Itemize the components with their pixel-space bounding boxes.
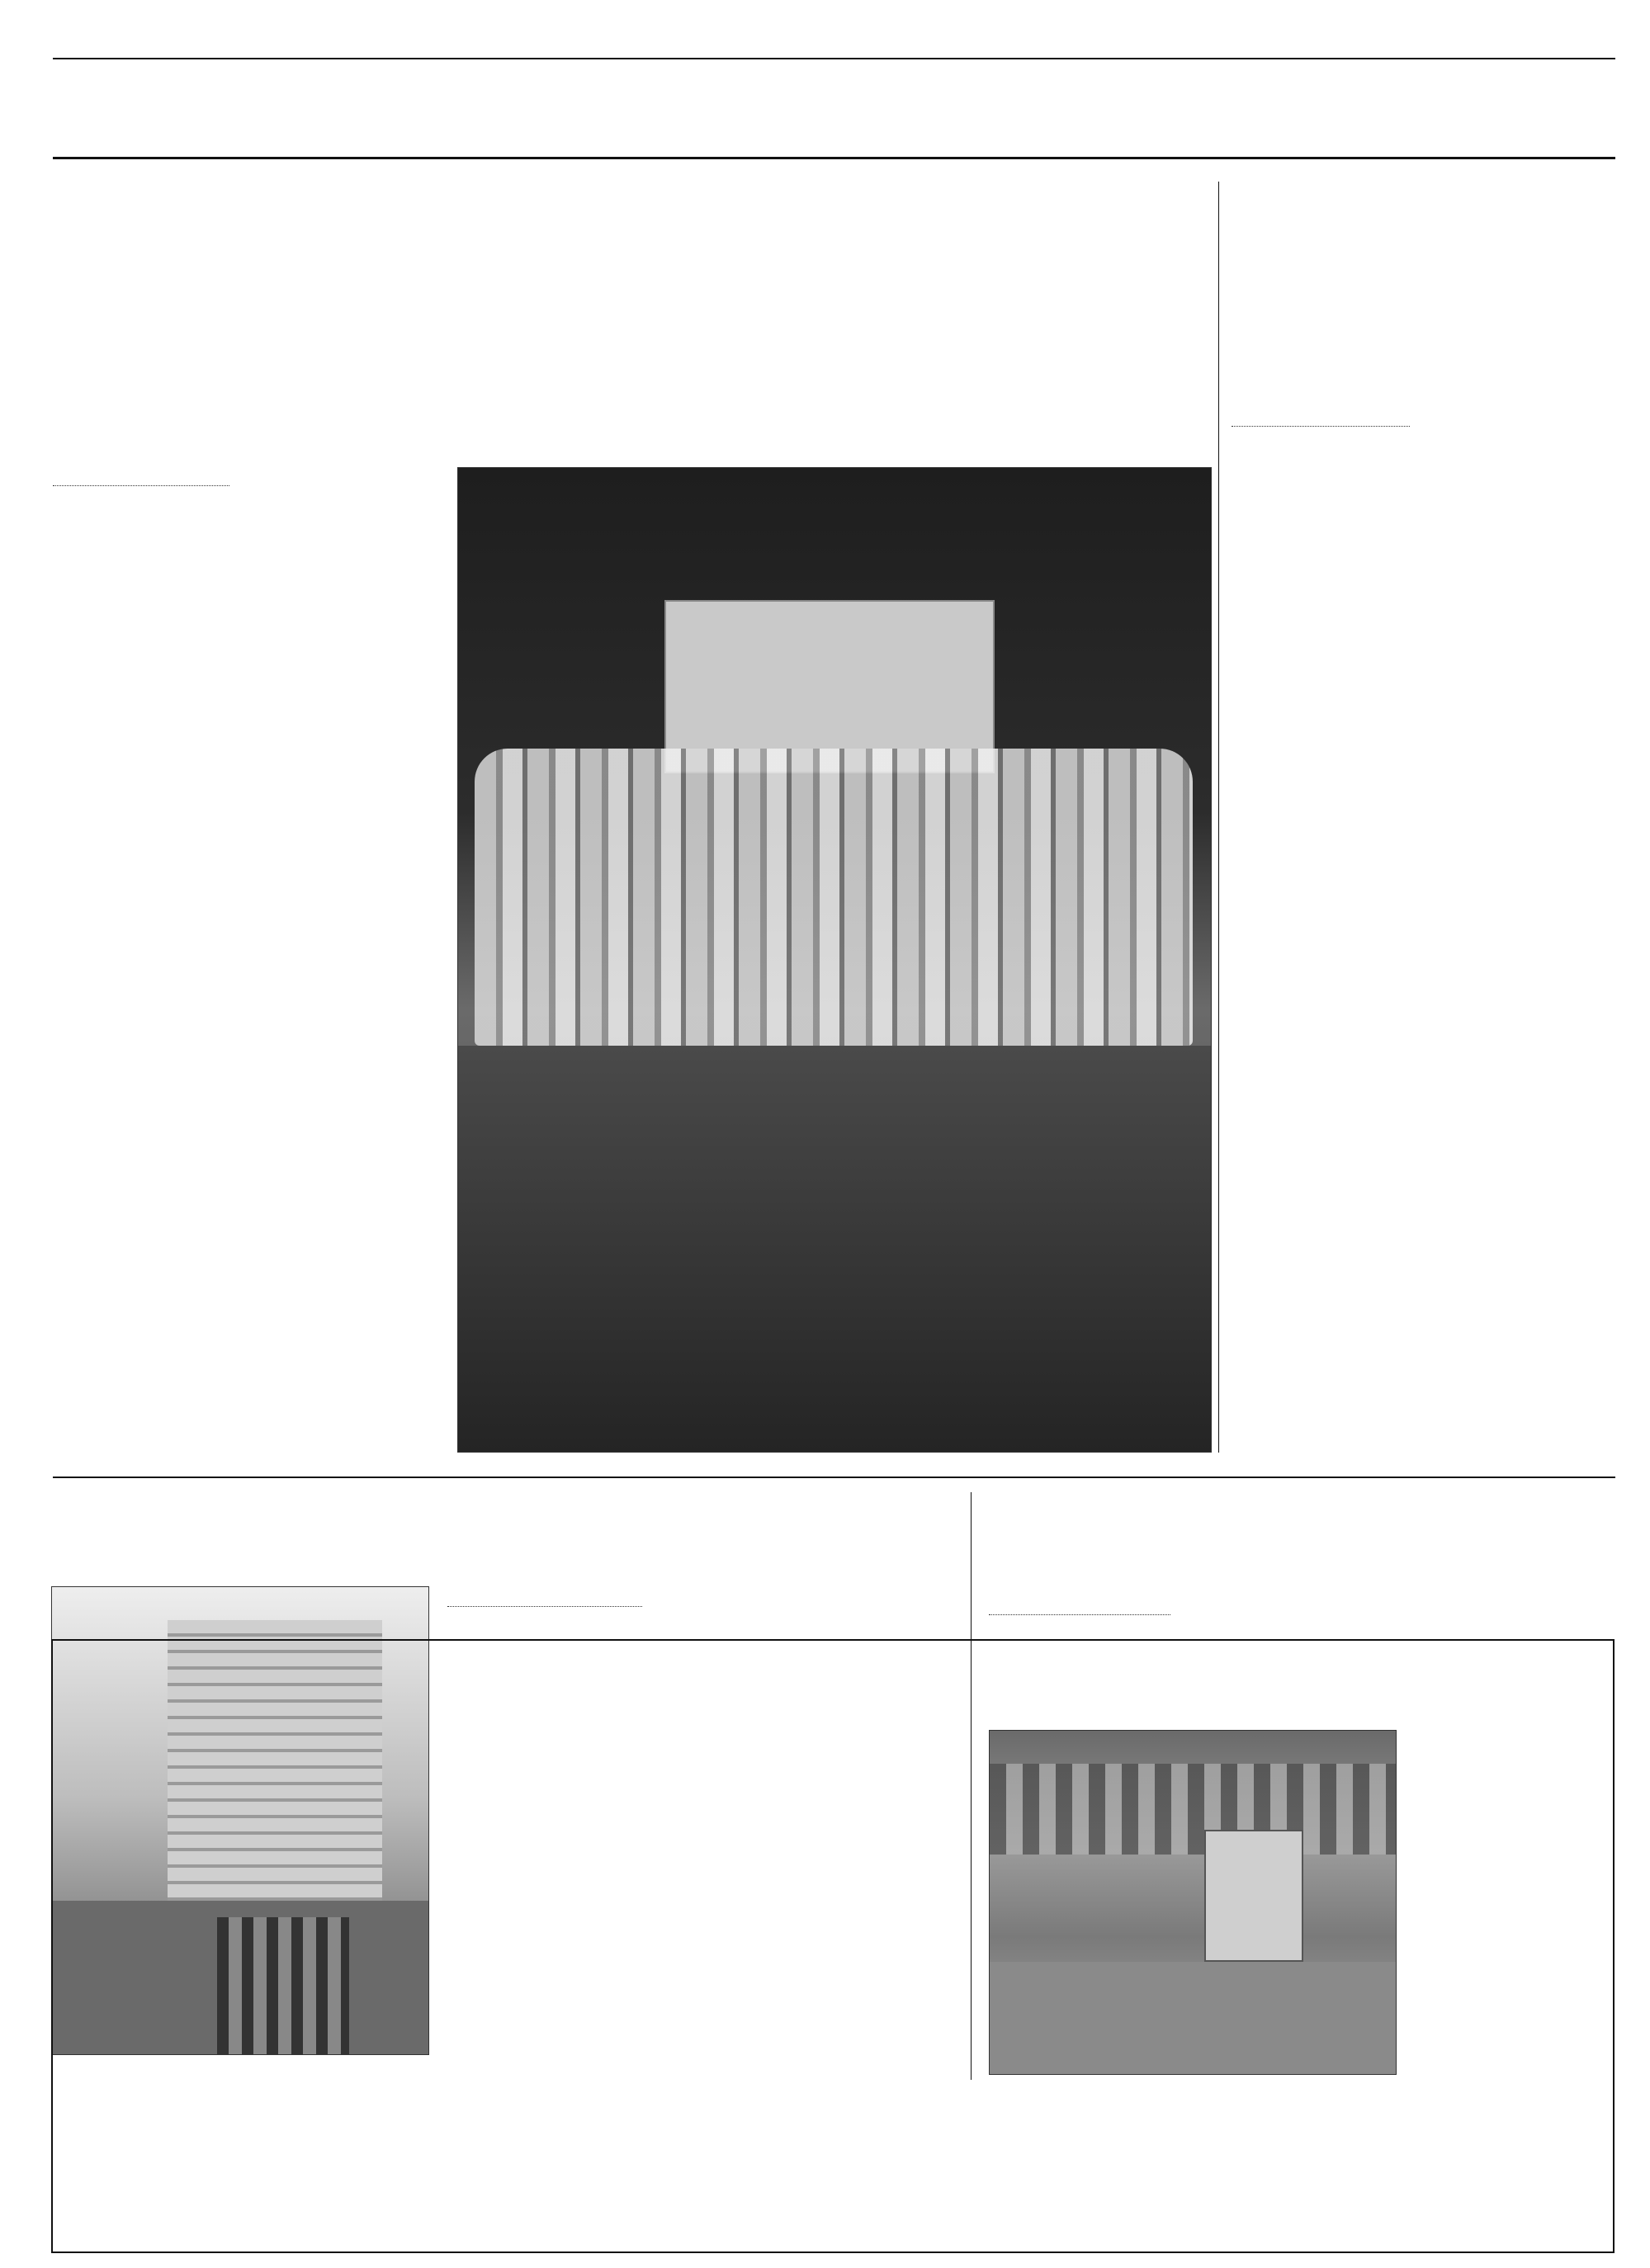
- services-box: [51, 1639, 1615, 2253]
- lead-column-1: [53, 505, 234, 1451]
- top-rule: [53, 58, 1615, 59]
- byline-rule: [989, 1614, 1170, 1615]
- group-of-women: [475, 749, 1193, 1046]
- section-rule: [53, 1477, 1615, 1478]
- lead-column-2: [246, 467, 429, 1451]
- students-column-1: [1232, 452, 1415, 1453]
- column-rule: [1218, 182, 1219, 1453]
- welcome-banner: [664, 600, 995, 773]
- masthead-rule: [53, 157, 1615, 159]
- byline-rule: [447, 1606, 642, 1607]
- stage-floor: [458, 1046, 1212, 1453]
- byline-rule: [53, 485, 229, 486]
- students-column-2: [1428, 406, 1618, 1453]
- byline-rule: [1232, 426, 1410, 427]
- delegates-photo: [457, 467, 1212, 1453]
